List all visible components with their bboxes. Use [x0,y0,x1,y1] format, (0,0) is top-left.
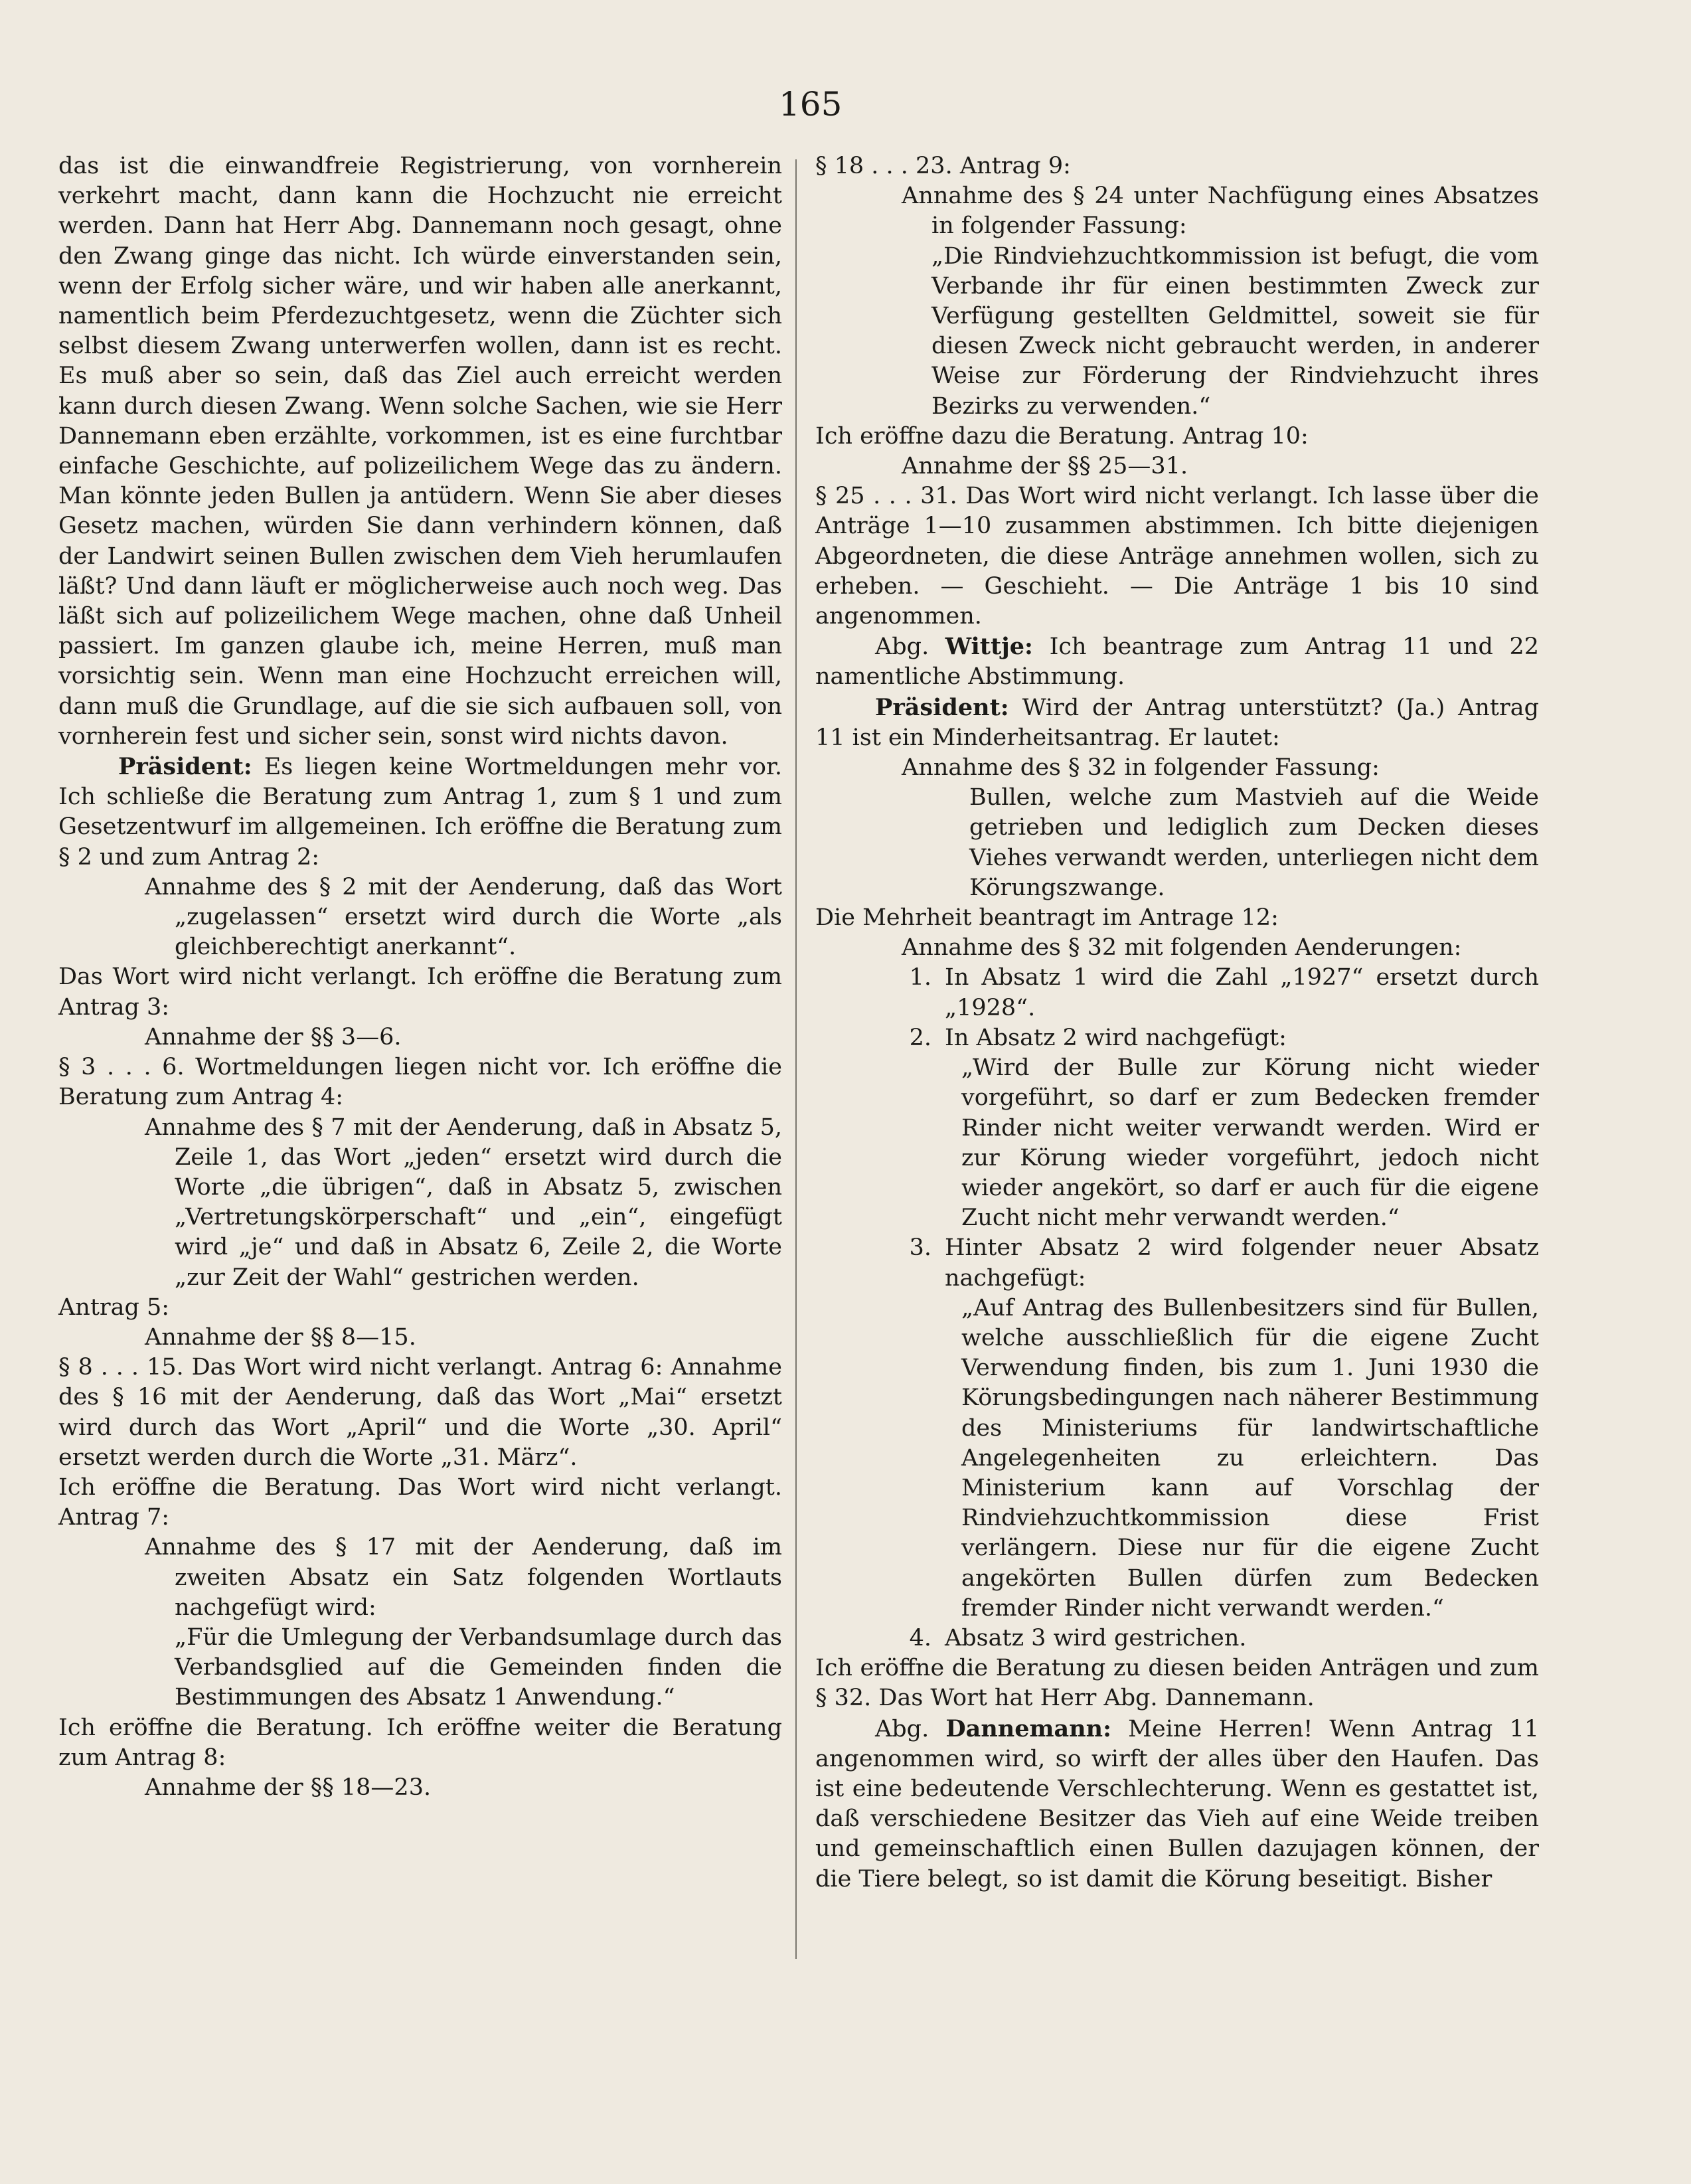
text-paragraph: Ich eröffne die Beratung zu diesen beiden Anträgen und zum § 32. Das Wort hat Herr Abg. Dannemann. [815,1655,1539,1712]
item-number: 2. [909,1024,931,1051]
text-paragraph: Das Wort wird nicht verlangt. Ich eröffne die Beratung zum Antrag 3: [58,964,782,1021]
speaker-name: Wittje: [945,633,1033,661]
speech-text: Wird der Antrag unterstützt? (Ja.) Antrag 11 ist ein Minderheitsantrag. Er lautet: [815,694,1539,751]
speaker-prefix: Abg. [875,1715,946,1742]
text-paragraph: Die Mehrheit beantragt im Antrage 12: [815,904,1279,932]
item-text: In Absatz 1 wird die Zahl „1927“ ersetzt durch „1928“. [945,964,1539,1021]
section-paragraph: § 8 . . . 15. Das Wort wird nicht verlangt. Antrag 6: Annahme des § 16 mit der Aenderung, daß das Wort „Mai“ ersetzt wird durch das Wort „April“ und die Worte „30. April“ ersetzt werden durch die Worte „31. März“. [58,1354,782,1471]
text-paragraph: Ich eröffne die Beratung. Das Wort wird nicht verlangt. Antrag 7: [58,1473,782,1531]
speaker-name: Dannemann: [945,1715,1112,1742]
motion-quote: Annahme der §§ 25—31. [902,453,1188,480]
inserted-text-quote: „Für die Umlegung der Verbandsumlage durch das Verbandsglied auf die Gemeinden finden die Bestimmungen des Absatz 1 Anwendung.“ [175,1624,782,1711]
inserted-text-quote: „Die Rindviehzuchtkommission ist befugt, die vom Verbande ihr für einen bestimmten Zweck zur Verfügung gestellten Geldmittel, soweit sie für diesen Zweck nicht gebraucht werden, in anderer Weise zur Förderung der Rindviehzucht ihres Bezirks zu verwenden.“ [931,242,1539,420]
speaker-prefix: Abg. [875,633,945,661]
motion-quote: Annahme der §§ 18—23. [145,1774,432,1801]
item-number: 4. [909,1624,931,1651]
motion-quote: Annahme des § 32 in folgender Fassung: [902,754,1380,782]
motion-quote: Annahme des § 2 mit der Aenderung, daß das Wort „zugelassen“ ersetzt wird durch die Worte „als gleichberechtigt anerkannt“. [145,873,782,961]
section-paragraph: § 18 . . . 23. Antrag 9: [815,153,1071,179]
speaker-name: Präsident: [875,693,1009,721]
amendment-item [815,963,1539,1023]
amendment-quote: „Wird der Bulle zur Körung nicht wieder vorgeführt, so darf er zum Bedecken fremder Rinder nicht weiter verwandt werden. Wird er zur Körung wieder vorgeführt, jedoch nicht wieder angekört, so darf er auch für die eigene Zucht nicht mehr verwandt werden.“ [961,1054,1539,1232]
text-paragraph: das ist die einwandfreie Registrierung, von vornherein verkehrt macht, dann kann die Hochzucht nie erreicht werden. Dann hat Herr Abg. Dannemann noch gesagt, ohne den Zwang ginge das nicht. Ich würde einverstanden sein, wenn der Erfolg sicher wäre, und wir haben alle anerkannt, namentlich beim Pferdezuchtgesetz, wenn die Züchter sich selbst diesem Zwang unterwerfen wollen, dann ist es recht. Es muß aber so sein, daß das Ziel auch erreicht werden kann durch diesen Zwang. Wenn solche Sachen, wie sie Herr Dannemann eben erzählte, vorkommen, ist es eine furchtbar einfache Geschichte, auf polizeilichem Wege das zu ändern. Man könnte jeden Bullen ja antüdern. Wenn Sie aber dieses Gesetz machen, würden Sie dann verhindern können, daß der Landwirt seinen Bullen zwischen dem Vieh herumlaufen läßt? Und dann läuft er möglicherweise auch noch weg. Das läßt sich auf polizeilichem Wege machen, ohne daß Unheil passiert. Im ganzen glaube ich, meine Herren, muß man vorsichtig sein. Wenn man eine Hochzucht erreichen will, dann muß die Grundlage, auf die sie sich aufbauen soll, von vornherein fest und sicher sein, sonst wird nichts davon. [58,153,782,750]
speech-text: Ich beantrage zum Antrag 11 und 22 namentliche Abstimmung. [815,633,1539,691]
text-paragraph: Ich eröffne die Beratung. Ich eröffne weiter die Beratung zum Antrag 8: [58,1714,782,1771]
item-number: 1. [909,964,931,991]
text-paragraph: Antrag 5: [58,1294,170,1321]
amendment-item [815,1624,1539,1653]
item-text: Absatz 3 wird gestrichen. [945,1624,1247,1651]
speech-paragraph [58,752,782,873]
speech-paragraph [815,693,1539,753]
motion-quote: Annahme der §§ 8—15. [145,1323,416,1351]
right-column [815,151,1539,1894]
item-text: In Absatz 2 wird nachgefügt: [945,1024,1287,1051]
speech-text: Meine Herren! Wenn Antrag 11 angenommen wird, so wirft der alles über den Haufen. Das ist eine bedeutende Verschlechterung. Wenn es gestattet ist, daß verschiedene Besitzer das Vieh auf eine Weide treiben und gemeinschaftlich einen Bullen dazujagen können, der die Tiere belegt, so ist damit die Körung beseitigt. Bisher [815,1715,1539,1892]
section-paragraph: § 25 . . . 31. Das Wort wird nicht verlangt. Ich lasse über die Anträge 1—10 zusammen abstimmen. Ich bitte diejenigen Abgeordneten, die diese Anträge annehmen wollen, sich zu erheben. — Geschieht. — Die Anträge 1 bis 10 sind angenommen. [815,483,1539,630]
speech-text: Es liegen keine Wortmeldungen mehr vor. Ich schließe die Beratung zum Antrag 1, zum § 1 und zum Gesetzentwurf im allgemeinen. Ich eröffne die Beratung zum § 2 und zum Antrag 2: [58,754,782,871]
page-number: 165 [779,85,843,124]
motion-text: Bullen, welche zum Mastvieh auf die Weide getrieben und lediglich zum Decken dieses Viehes verwandt werden, unterliegen nicht dem Körungszwange. [969,784,1539,901]
motion-quote: Annahme des § 32 mit folgenden Aenderungen: [902,934,1462,962]
speaker-name: Präsident: [118,753,252,781]
column-divider [795,159,797,1959]
left-column [58,151,782,1803]
item-number: 3. [909,1234,931,1262]
amendment-item [815,1233,1539,1293]
text-paragraph: Ich eröffne dazu die Beratung. Antrag 10: [815,422,1309,450]
motion-quote: Annahme des § 17 mit der Aenderung, daß im zweiten Absatz ein Satz folgenden Wortlauts nachgefügt wird: [145,1534,782,1621]
motion-quote: Annahme des § 24 unter Nachfügung eines Absatzes in folgender Fassung: [902,183,1539,240]
speech-paragraph [815,1714,1539,1894]
amendment-quote: „Auf Antrag des Bullenbesitzers sind für Bullen, welche ausschließlich für die eigene Zucht Verwendung finden, bis zum 1. Juni 1930 die Körungsbedingungen nach näherer Bestimmung des Ministeriums für landwirtschaftliche Angelegenheiten zu erleichtern. Das Ministerium kann auf Vorschlag der Rindviehzuchtkommission diese Frist verlängern. Diese nur für die eigene Zucht angekörten Bullen dürfen zum Bedecken fremder Rinder nicht verwandt werden.“ [961,1294,1539,1622]
motion-quote: Annahme der §§ 3—6. [145,1023,402,1050]
section-paragraph: § 3 . . . 6. Wortmeldungen liegen nicht vor. Ich eröffne die Beratung zum Antrag 4: [58,1054,782,1111]
speech-paragraph [815,631,1539,692]
amendment-item [815,1023,1539,1053]
item-text: Hinter Absatz 2 wird folgender neuer Absatz nachgefügt: [945,1234,1539,1292]
motion-quote: Annahme des § 7 mit der Aenderung, daß in Absatz 5, Zeile 1, das Wort „jeden“ ersetzt wird durch die Worte „die übrigen“, daß in Absatz 5, zwischen „Vertretungskörperschaft“ und „ein“, eingefügt wird „je“ und daß in Absatz 6, Zeile 2, die Worte „zur Zeit der Wahl“ gestrichen werden. [145,1114,782,1291]
